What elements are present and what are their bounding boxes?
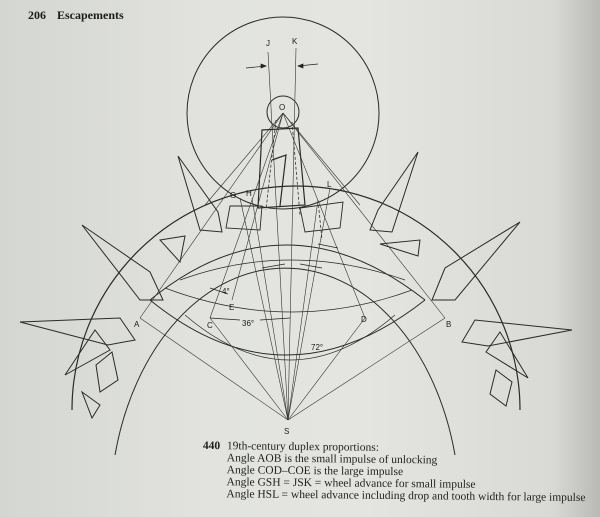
angle-arc-36: [165, 288, 412, 312]
long-tooth-left-upper: [82, 225, 163, 300]
caption-title: 19th-century duplex proportions:: [226, 440, 380, 454]
impulse-arc-lower: [150, 300, 425, 355]
caption-line-2: Angle COD–COE is the large impulse: [226, 464, 404, 479]
label-L: L: [327, 180, 332, 189]
section-title: Escapements: [57, 8, 124, 22]
arrow-right-small: [318, 244, 338, 248]
wheel-pitch-arc: [180, 260, 405, 280]
arrow-mid-right: [300, 264, 322, 268]
line-AS: [140, 318, 288, 420]
line-CS: [210, 318, 288, 420]
caption-line-4: Angle HSL = wheel advance including drop and tooth width for large impulse: [226, 488, 586, 505]
label-angle-72: 72°: [311, 343, 324, 352]
figure-caption: [202, 440, 586, 504]
figure-number: 440: [202, 440, 221, 453]
label-A: A: [134, 320, 140, 329]
arrowhead-K: [298, 64, 303, 68]
long-tooth-top-left: [178, 156, 222, 232]
label-D: D: [361, 315, 367, 324]
caption-line-3: Angle GSH = JSK = wheel advance for small impulse: [226, 476, 476, 491]
long-tooth-left-lower: [20, 318, 135, 345]
label-H: H: [246, 189, 252, 198]
label-J: J: [266, 39, 270, 48]
pin-left-3: [160, 236, 185, 262]
pin-left-1: [96, 352, 118, 392]
label-C: C: [207, 321, 213, 330]
arrow-mid-left: [262, 264, 285, 268]
label-K: K: [292, 37, 298, 46]
impulse-arc-upper: [150, 245, 425, 300]
arrowhead-J: [261, 64, 266, 68]
long-tooth-top-right: [370, 152, 418, 232]
line-SL: [288, 188, 330, 420]
arrow-36-left: [210, 318, 240, 320]
long-tooth-right-upper: [432, 222, 520, 300]
label-angle-4: 4°: [222, 287, 230, 296]
line-SK: [288, 48, 296, 420]
label-O: O: [279, 103, 286, 112]
label-E: E: [229, 303, 235, 312]
dashed-line-1: [266, 120, 276, 210]
label-G: G: [230, 191, 237, 200]
line-O-right: [283, 113, 360, 205]
label-angle-36: 36°: [242, 319, 255, 328]
arrow-36-right: [260, 318, 290, 320]
page-number: 206: [28, 8, 46, 22]
line-SH: [252, 198, 288, 420]
line-O-left: [205, 113, 283, 205]
tooth-right-bottom: [486, 332, 528, 378]
long-tooth-right-lower: [462, 320, 572, 346]
label-S: S: [284, 427, 290, 436]
caption-line-1: Angle AOB is the small impulse of unlocking: [226, 452, 438, 467]
line-OB: [283, 113, 445, 318]
line-S-right: [288, 200, 318, 420]
line-OC: [210, 113, 283, 318]
tooth-left-bottom: [65, 330, 110, 375]
pin-left-2: [82, 392, 100, 418]
line-BS: [288, 318, 445, 420]
line-OD: [283, 113, 365, 318]
label-B: B: [446, 320, 452, 329]
pin-right-2: [380, 240, 420, 256]
pin-right-1: [490, 370, 512, 406]
